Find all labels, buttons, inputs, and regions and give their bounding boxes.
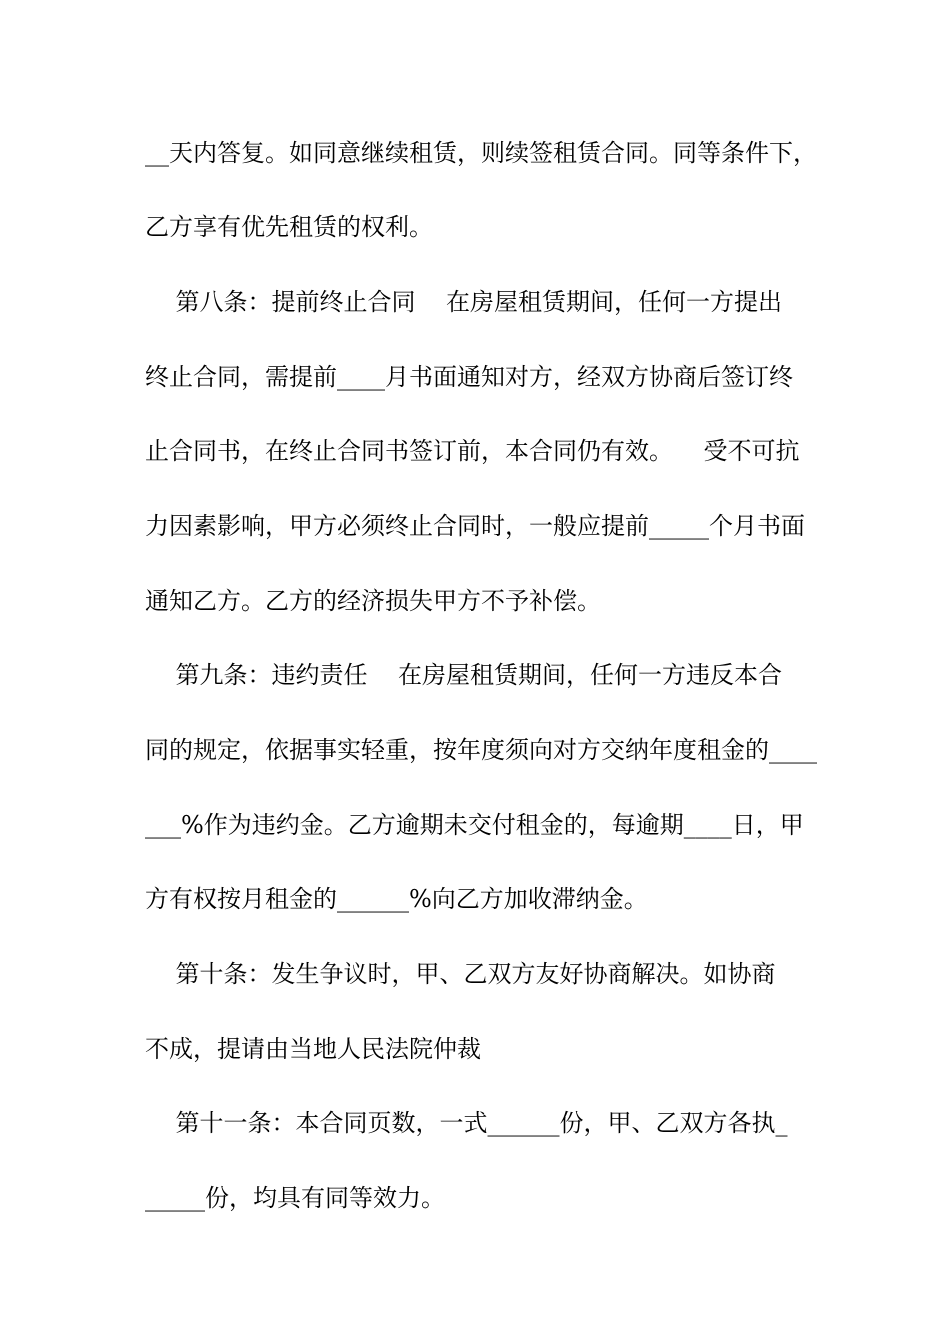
paragraph-article-9: 第九条：违约责任 在房屋租赁期间，任何一方违反本合	[145, 661, 783, 689]
text-line: __天内答复。如同意继续租赁，则续签租赁合同。同等条件下，	[145, 139, 817, 167]
paragraph-article-8: 第八条：提前终止合同 在房屋租赁期间，任何一方提出	[145, 288, 783, 316]
text-line: 同的规定，依据事实轻重，按年度须向对方交纳年度租金的____	[145, 736, 817, 764]
paragraph-article-10: 第十条：发生争议时，甲、乙双方友好协商解决。如协商	[145, 960, 776, 988]
text-line: _____份，均具有同等效力。	[145, 1184, 445, 1212]
paragraph-article-11: 第十一条：本合同页数，一式______份，甲、乙双方各执_	[145, 1109, 788, 1137]
text-line: 不成，提请由当地人民法院仲裁	[145, 1035, 481, 1063]
text-line: 方有权按月租金的______%向乙方加收滞纳金。	[145, 885, 648, 913]
text-line: 止合同书，在终止合同书签订前，本合同仍有效。 受不可抗	[145, 437, 800, 465]
text-line: 乙方享有优先租赁的权利。	[145, 213, 433, 241]
text-line: ___%作为违约金。乙方逾期未交付租金的，每逾期____日，甲	[145, 811, 804, 839]
text-line: 终止合同，需提前____月书面通知对方，经双方协商后签订终	[145, 363, 793, 391]
text-line: 力因素影响，甲方必须终止合同时，一般应提前_____个月书面	[145, 512, 805, 540]
text-line: 通知乙方。乙方的经济损失甲方不予补偿。	[145, 587, 601, 615]
